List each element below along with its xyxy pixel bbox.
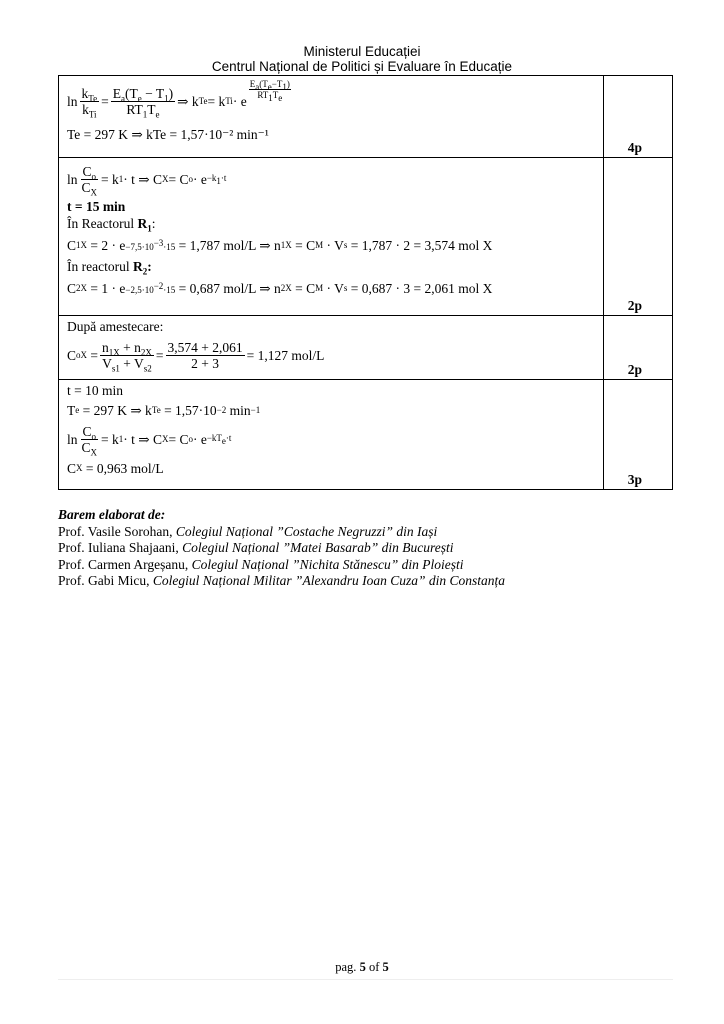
score-value: 4p xyxy=(627,140,642,155)
credit-line: Prof. Carmen Argeșanu, Colegiul Național ”Nichita Stănescu” din Ploiești xyxy=(58,556,464,572)
credit-line: Prof. Iuliana Shajaani, Colegiul Național ”Matei Basarab” din București xyxy=(58,540,454,555)
equation-rate-constant: T e = 297 K ⇒ k Te = 1,57·10 −2 min −1 xyxy=(67,402,261,418)
mixing-heading: După amestecare: xyxy=(67,319,164,334)
reactor2-heading: În reactorul $R_2$: xyxy=(67,259,152,277)
table-row xyxy=(59,380,673,490)
equation-first-order: ln $\frac{C_o}{C_X}$ = k 1 · t ⇒ C X = C o · e $-kT_e\cdot t$ xyxy=(67,423,232,458)
equation-first-order: ln $\frac{C_o}{C_X}$ = k 1 · t ⇒ C X = C o · e $-k_1\cdot t$ xyxy=(67,163,227,198)
equation-mixing: C oX = $\frac{n_{1X} + n_{2X}}{V_{s1} + V_{s2}}$ = $\frac{3,574 + 2,061}{2 + 3}$ = 1,127 mol/L xyxy=(67,339,325,374)
table-row xyxy=(59,76,673,158)
equation-arrhenius: ln $\frac{k_{Te}}{k_{Ti}}$ = $\frac{E_a(T_e - T_1)}{RT_1T_e}$ ⇒ k Te = k Ti · e $E_a(T_e-T_1)$ $RT_1T_e$ xyxy=(67,78,290,120)
mix-denominator: 2 + 3 xyxy=(191,355,220,371)
equation-rate-constant: Te = 297 K ⇒ kTe = 1,57·10⁻² min⁻¹ xyxy=(67,126,269,142)
score-cell xyxy=(603,76,672,158)
score-cell xyxy=(603,158,672,316)
mix-numerator: 3,574 + 2,061 xyxy=(167,339,243,355)
header-center: Centrul Național de Politici și Evaluare în Educație xyxy=(211,59,513,74)
time-heading: t = 15 min xyxy=(67,199,126,214)
row-content xyxy=(59,380,604,490)
table-row xyxy=(59,158,673,316)
page-total: 5 xyxy=(382,960,389,974)
credits-title: Barem elaborat de: xyxy=(58,507,166,522)
score-value: 2p xyxy=(627,298,642,313)
reactor1-heading: În Reactorul $R_1$: xyxy=(67,216,156,234)
row-content xyxy=(59,158,604,316)
credit-line: Prof. Vasile Sorohan, Colegiul Național ”Costache Negruzzi” din Iași xyxy=(58,523,438,539)
header-ministry: Ministerul Educației xyxy=(303,44,421,59)
score-value: 3p xyxy=(627,472,642,487)
footer-divider xyxy=(58,979,673,980)
row-content xyxy=(59,316,604,380)
table-row xyxy=(59,316,673,380)
equation-reactor1: C 1X = 2 · e $-7,5\cdot 10^{-3}\cdot 15$ = 1,787 mol/L ⇒ n 1X = C M · V s = 1,787 · 2 = 3,574 mol X xyxy=(67,237,493,253)
score-cell xyxy=(603,316,672,380)
page-footer: pag. 5 of 5 xyxy=(335,960,389,974)
credit-line: Prof. Gabi Micu, Colegiul Național Militar ”Alexandru Ioan Cuza” din Constanța xyxy=(58,573,506,588)
equation-reactor2: C 2X = 1 · e $-2,5\cdot 10^{-2}\cdot 15$ = 0,687 mol/L ⇒ n 2X = C M · V s = 0,687 · 3 = 2,061 mol X xyxy=(67,280,493,296)
scoring-table xyxy=(58,75,673,490)
page-number: 5 xyxy=(359,960,366,974)
mix-result: = 1,127 mol/L xyxy=(246,347,325,363)
score-value: 2p xyxy=(627,362,642,377)
row-content xyxy=(59,76,604,158)
equation-final-concentration: C X = 0,963 mol/L xyxy=(67,460,164,476)
page-header xyxy=(0,44,724,74)
time-heading: t = 10 min xyxy=(67,383,123,398)
credits-section xyxy=(58,507,505,590)
score-cell xyxy=(603,380,672,490)
